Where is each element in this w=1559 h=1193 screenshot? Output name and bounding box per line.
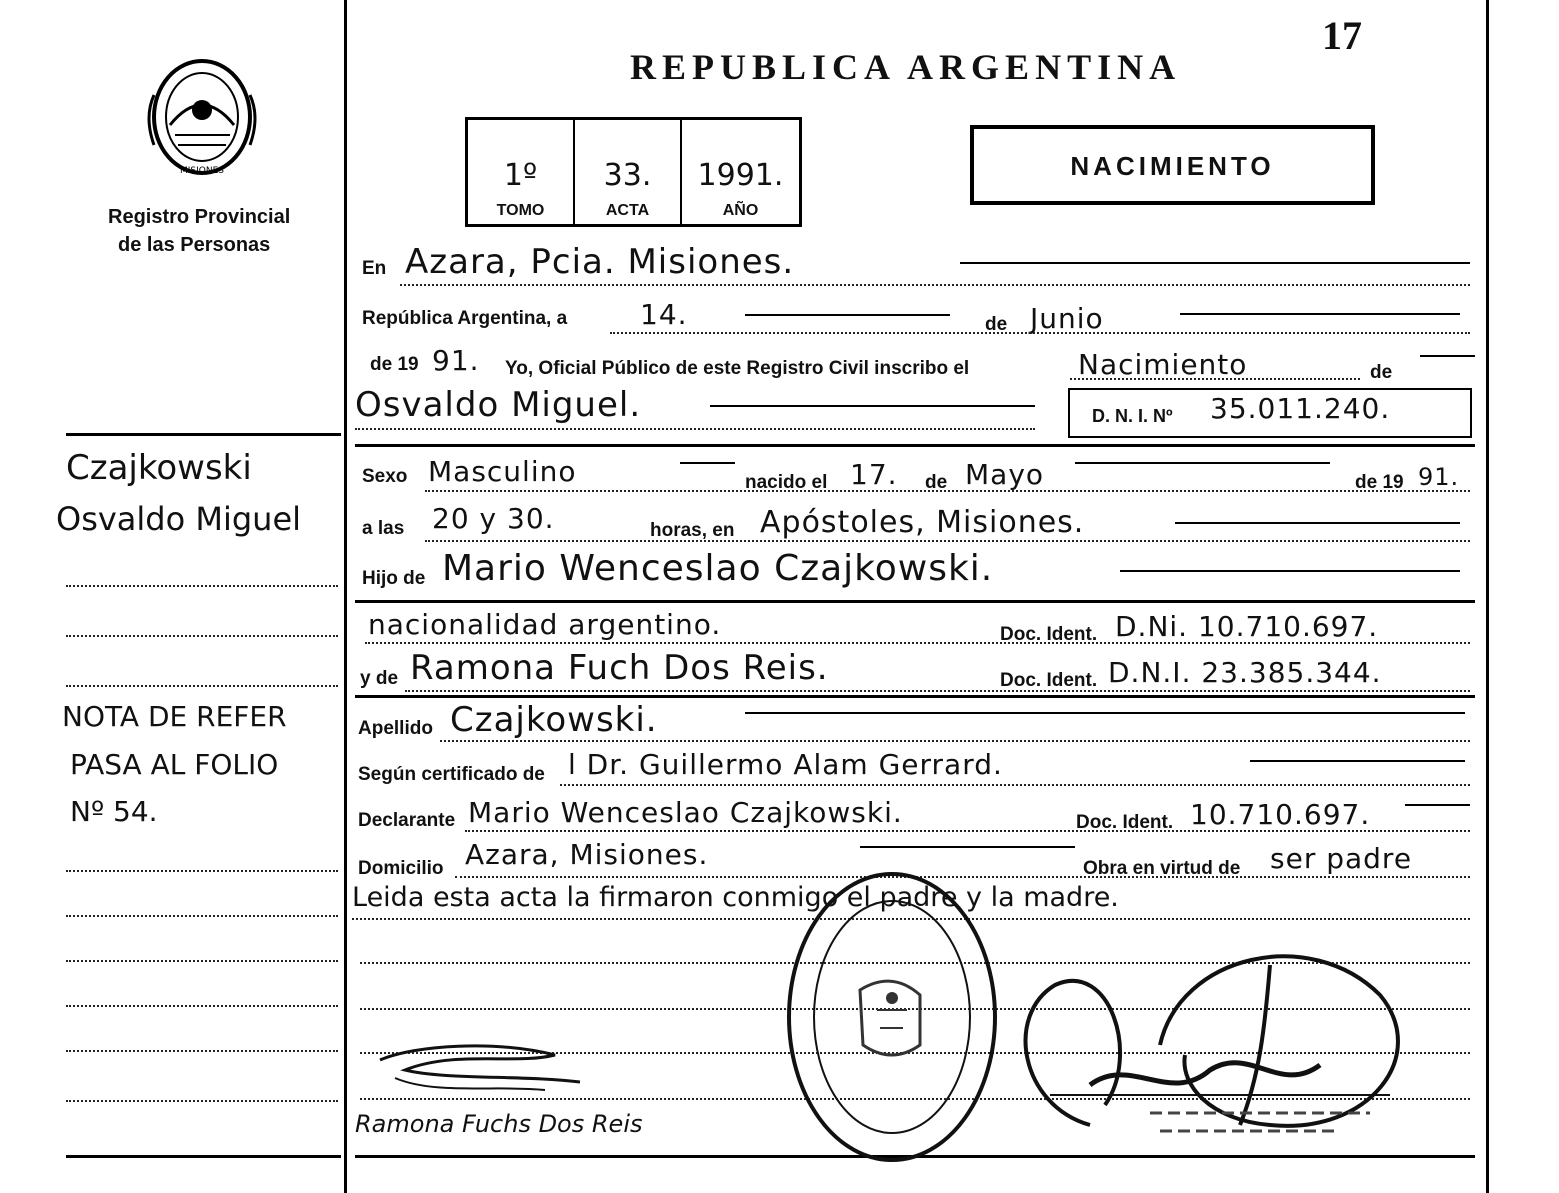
birth-place: Apóstoles, Misiones.: [760, 505, 1085, 540]
sexo-label: Sexo: [362, 466, 408, 487]
birth-place-line: [1175, 522, 1460, 524]
birth-year-prefix: de 19: [1355, 472, 1404, 493]
birth-month: Mayo: [965, 458, 1045, 491]
tomo-acta-ano-box: [465, 117, 802, 227]
acta-cell: [575, 120, 682, 224]
margin-surname: Czajkowski: [66, 448, 252, 488]
dni-value: 35.011.240.: [1210, 392, 1391, 425]
record-type-box: [970, 125, 1375, 205]
obra-label: Obra en virtud de: [1083, 858, 1241, 879]
apellido-label: Apellido: [358, 718, 433, 739]
name-dots: [355, 428, 1035, 430]
sexo-value: Masculino: [428, 455, 577, 488]
apellido-line: [745, 712, 1465, 714]
month-line: [1180, 313, 1460, 315]
acta-label: ACTA: [605, 202, 650, 219]
official-signature-icon: [1010, 935, 1415, 1150]
apellido-dots: [440, 740, 1470, 742]
margin-rule-bottom: [66, 1155, 341, 1158]
de-label2: de: [1370, 362, 1393, 383]
margin-dots-2: [66, 635, 338, 637]
margin-dots-8: [66, 1050, 338, 1052]
declarante-dots: [465, 830, 1470, 832]
svg-text:MISIONES: MISIONES: [179, 166, 225, 176]
father-nationality: nacionalidad argentino.: [368, 608, 722, 641]
margin-names: Osvaldo Miguel: [56, 500, 302, 538]
father-doc: D.Ni. 10.710.697.: [1115, 610, 1379, 643]
birth-de-label: de: [925, 472, 948, 493]
republica-label: República Argentina, a: [362, 308, 568, 329]
margin-note-1: NOTA DE REFER: [62, 700, 287, 733]
margin-dots-6: [66, 960, 338, 962]
margin-dots-7: [66, 1005, 338, 1007]
margin-dots-5: [66, 915, 338, 917]
birth-day: 17.: [850, 458, 898, 491]
day-line: [745, 314, 950, 316]
person-name: Osvaldo Miguel.: [355, 385, 642, 425]
mother-doc-label: Doc. Ident.: [1000, 670, 1098, 691]
margin-rule-top: [66, 433, 341, 436]
margin-dots-3: [66, 685, 338, 687]
left-divider: [344, 0, 347, 1193]
declarante-doc: 10.710.697.: [1190, 798, 1371, 831]
row-rule-1: [355, 444, 1475, 447]
leida-text: Leida esta acta la firmaron conmigo el padre y la madre.: [352, 882, 1119, 913]
sexo-line: [680, 462, 735, 464]
registry-line2: de las Personas: [118, 234, 271, 256]
provincial-seal-icon: [140, 55, 265, 185]
yde-dots: [405, 690, 1470, 692]
margin-dots-9: [66, 1100, 338, 1102]
margin-dots-4: [66, 870, 338, 872]
official-stamp-icon: [785, 870, 1000, 1165]
domicilio-line: [860, 846, 1075, 848]
a-las-label: a las: [362, 518, 405, 539]
declarante-value: Mario Wenceslao Czajkowski.: [468, 796, 903, 829]
father-name: Mario Wenceslao Czajkowski.: [442, 548, 994, 589]
nacionalidad-dots: [365, 642, 1470, 644]
row-rule-2: [355, 600, 1475, 603]
dni-box: [1068, 388, 1472, 438]
mother-signature-mark-icon: [375, 1040, 590, 1100]
father-doc-label: Doc. Ident.: [1000, 624, 1098, 645]
tomo-cell: [468, 120, 575, 224]
tomo-value: 1º: [503, 158, 538, 193]
declarante-doc-label: Doc. Ident.: [1076, 812, 1174, 833]
yo-dots: [1070, 378, 1360, 380]
name-line: [710, 405, 1035, 407]
en-line: [960, 262, 1470, 264]
hijo-label: Hijo de: [362, 568, 426, 589]
row-rule-3: [355, 695, 1475, 698]
yo-text: Yo, Oficial Público de este Registro Civil inscribo el: [505, 358, 970, 379]
ano-value: 1991.: [697, 158, 784, 193]
y-de-label: y de: [360, 668, 399, 689]
obra-value: ser padre: [1270, 842, 1413, 875]
apellido-value: Czajkowski.: [450, 700, 658, 740]
segun-label: Según certificado de: [358, 764, 545, 785]
mother-doc: D.N.I. 23.385.344.: [1108, 656, 1382, 689]
alas-dots: [425, 540, 1470, 542]
year-prefix: de 19: [370, 354, 419, 375]
record-type: NACIMIENTO: [1070, 151, 1275, 181]
registry-line1: Registro Provincial: [108, 206, 291, 228]
month-de-label: de: [985, 314, 1008, 335]
segun-value: l Dr. Guillermo Alam Gerrard.: [568, 748, 1003, 781]
country-title: REPUBLICA ARGENTINA: [630, 47, 1182, 87]
de-line2: [1420, 355, 1475, 357]
inscribo-value: Nacimiento: [1078, 348, 1248, 381]
nacido-label: nacido el: [745, 472, 828, 493]
month-value: Junio: [1030, 302, 1104, 335]
hour-value: 20 y 30.: [432, 502, 555, 535]
declarante-label: Declarante: [358, 810, 456, 831]
sexo-dots: [425, 490, 1470, 492]
right-border: [1486, 0, 1489, 1193]
day-value: 14.: [640, 298, 688, 331]
horas-label: horas, en: [650, 520, 735, 541]
year-value: 91.: [432, 344, 480, 377]
birth-year: 91.: [1418, 463, 1460, 491]
domicilio-value: Azara, Misiones.: [465, 838, 709, 871]
ano-label: AÑO: [722, 202, 759, 219]
domicilio-label: Domicilio: [358, 858, 444, 879]
birth-month-line: [1075, 462, 1330, 464]
mother-name: Ramona Fuch Dos Reis.: [410, 648, 829, 688]
segun-line: [1250, 760, 1465, 762]
margin-dots-1: [66, 585, 338, 587]
dni-label: D. N. I. Nº: [1092, 406, 1173, 426]
father-line: [1120, 570, 1460, 572]
en-value: Azara, Pcia. Misiones.: [405, 242, 795, 282]
page-number: 17: [1322, 13, 1362, 58]
mother-signature: Ramona Fuchs Dos Reis: [355, 1110, 643, 1138]
declarante-line: [1405, 804, 1470, 806]
margin-note-2: PASA AL FOLIO: [70, 748, 279, 781]
en-dots: [400, 284, 1470, 286]
tomo-label: TOMO: [496, 202, 545, 219]
ano-cell: [682, 120, 799, 224]
republica-dots: [610, 332, 1470, 334]
margin-note-3: Nº 54.: [70, 795, 158, 828]
en-label: En: [362, 258, 387, 279]
segun-dots: [560, 784, 1470, 786]
acta-value: 33.: [603, 158, 652, 193]
